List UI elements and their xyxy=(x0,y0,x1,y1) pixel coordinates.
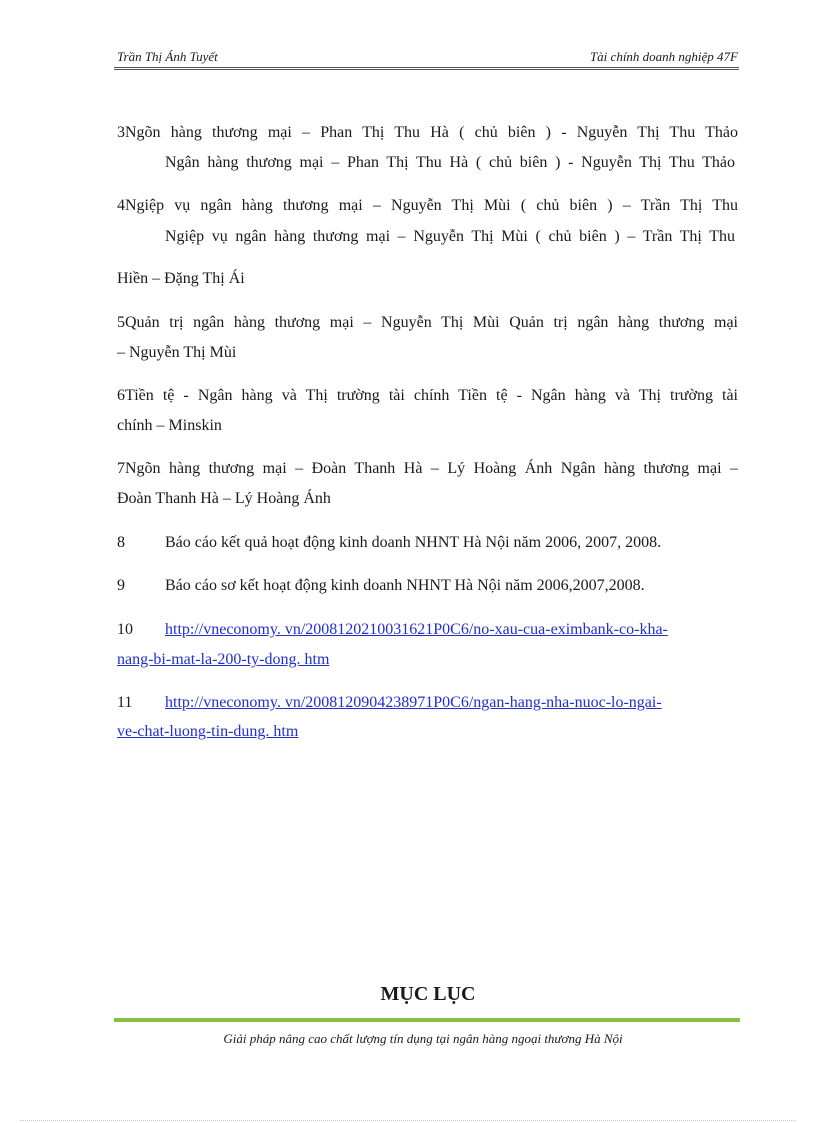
ref-8-text: Báo cáo kết quả hoạt động kinh doanh NHNT Hà Nội năm 2006, 2007, 2008. xyxy=(165,534,662,551)
ref-7-line-2: Đoàn Thanh Hà – Lý Hoàng Ánh xyxy=(117,490,331,507)
ref-3-line-1: 3Ngõn hàng thương mại – Phan Thị Thu Hà ( chủ biên ) - Nguyễn Thị Thu Thảo xyxy=(117,124,738,141)
page-bottom-divider xyxy=(20,1120,796,1121)
ref-11-link-line-2[interactable]: ve-chat-luong-tin-dung. htm xyxy=(117,723,299,740)
footer-text: Giải pháp nâng cao chất lượng tín dụng tại ngân hàng ngoại thương Hà Nội xyxy=(223,1031,623,1046)
header-author: Trần Thị Ánh Tuyết xyxy=(117,49,218,64)
ref-11-link-line-1[interactable]: http://vneconomy. vn/2008120904238971P0C6/ngan-hang-nha-nuoc-lo-ngai- xyxy=(165,694,662,711)
ref-9-text: Báo cáo sơ kết hoạt động kinh doanh NHNT Hà Nội năm 2006,2007,2008. xyxy=(165,577,645,594)
ref-6-line-1: 6Tiền tệ - Ngân hàng và Thị trường tài chính Tiền tệ - Ngân hàng và Thị trường tài xyxy=(117,387,738,404)
ref-8-number: 8 xyxy=(117,534,125,551)
footer-rule xyxy=(114,1018,740,1022)
header-rule xyxy=(114,67,739,70)
ref-9-number: 9 xyxy=(117,577,125,594)
ref-4-line-3: Hiền – Đặng Thị Ái xyxy=(117,270,245,287)
ref-3-line-2: Ngân hàng thương mại – Phan Thị Thu Hà ( chủ biên ) - Nguyễn Thị Thu Thảo xyxy=(165,154,735,171)
ref-7-line-1: 7Ngõn hàng thương mại – Đoàn Thanh Hà – Lý Hoàng Ánh Ngân hàng thương mại – xyxy=(117,460,738,477)
header-class: Tài chính doanh nghiệp 47F xyxy=(589,49,738,64)
ref-10-number: 10 xyxy=(117,621,133,638)
ref-4-line-1: 4Ngiệp vụ ngân hàng thương mại – Nguyễn Thị Mùi ( chủ biên ) – Trần Thị Thu xyxy=(117,197,738,214)
toc-title: MỤC LỤC xyxy=(380,983,476,1005)
ref-6-line-2: chính – Minskin xyxy=(117,417,222,434)
ref-5-line-1: 5Quản trị ngân hàng thương mại – Nguyễn Thị Mùi Quản trị ngân hàng thương mại xyxy=(117,314,738,331)
ref-5-line-2: – Nguyễn Thị Mùi xyxy=(117,344,237,361)
ref-10-link-line-2[interactable]: nang-bi-mat-la-200-ty-dong. htm xyxy=(117,651,330,668)
ref-11-number: 11 xyxy=(117,694,133,711)
ref-10-link-line-1[interactable]: http://vneconomy. vn/2008120210031621P0C6/no-xau-cua-eximbank-co-kha- xyxy=(165,621,668,638)
ref-4-line-2: Ngiệp vụ ngân hàng thương mại – Nguyễn Thị Mùi ( chủ biên ) – Trần Thị Thu xyxy=(165,228,735,245)
